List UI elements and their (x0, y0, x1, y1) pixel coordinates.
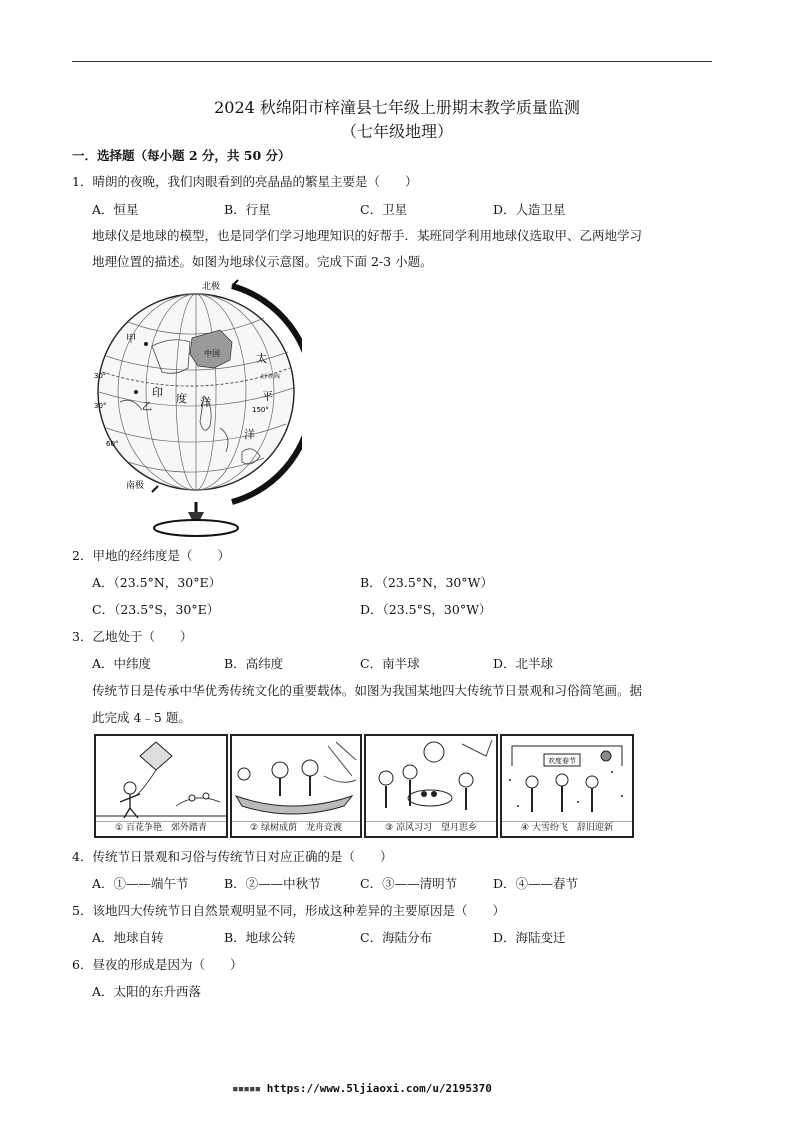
q3-option-d: D．北半球 (493, 656, 554, 671)
q4-option-a: A．①——端午节 (92, 876, 189, 891)
q1-option-d: D．人造卫星 (493, 202, 566, 217)
indian-ocean-label-1: 印 (152, 386, 163, 399)
q1-option-a: A．恒星 (92, 202, 139, 217)
q5-option-a: A．地球自转 (92, 930, 164, 945)
q2-option-d: D．（23.5°S，30°W） (360, 602, 492, 617)
q5-option-b: B．地球公转 (224, 930, 296, 945)
q6-option-a: A．太阳的东升西落 (92, 984, 202, 999)
q3-stem: 3．乙地处于（ ） (72, 629, 193, 644)
point-jia-label: 甲 (126, 334, 136, 345)
pacific-label-2: 平 (262, 390, 273, 403)
lat-label-30n: 30° (94, 372, 107, 380)
q2-option-a: A．（23.5°N，30°E） (92, 575, 222, 590)
festival-caption-4: ④ 大雪纷飞 辞旧迎新 (502, 821, 632, 836)
intro-2-3-line2: 地理位置的描述。如图为地球仪示意图。完成下面 2-3 小题。 (92, 254, 433, 269)
footer-watermark (232, 1082, 492, 1095)
q2-stem: 2．甲地的经纬度是（ ） (72, 548, 230, 563)
intro-4-5-line1: 传统节日是传承中华优秀传统文化的重要载体。如图为我国某地四大传统节日景观和习俗简笔画。据 (92, 683, 643, 698)
festival-panel-2 (230, 734, 362, 838)
north-pole-label: 北极 (202, 282, 221, 292)
section-heading: 一．选择题（每小题 2 分，共 50 分） (72, 148, 291, 163)
dragon-boat-illustration (232, 736, 360, 822)
q4-option-d: D．④——春节 (493, 876, 579, 891)
footer-url[interactable]: https://www.5ljiaoxi.com/u/2195370 (266, 1082, 492, 1095)
q3-option-a: A．中纬度 (92, 656, 152, 671)
q1-option-c: C．卫星 (360, 202, 408, 217)
intro-2-3-line1: 地球仪是地球的模型，也是同学们学习地理知识的好帮手．某班同学利用地球仪选取甲、乙两地学习 (92, 228, 643, 243)
festival-panel-1 (94, 734, 228, 838)
festival-caption-2: ② 绿树成荫 龙舟竞渡 (232, 821, 360, 836)
q5-stem: 5．该地四大传统节日自然景观明显不同，形成这种差异的主要原因是（ ） (72, 903, 505, 918)
q1-option-b: B．行星 (224, 202, 271, 217)
festival-panel-4 (500, 734, 634, 838)
spring-festival-illustration (502, 736, 632, 822)
moon-viewing-illustration (366, 736, 496, 822)
pacific-label-3: 洋 (244, 428, 255, 441)
q2-option-b: B．（23.5°N，30°W） (360, 575, 493, 590)
header-rule (72, 61, 712, 62)
china-label: 中国 (204, 349, 220, 358)
footer-logo-icon: ▪▪▪▪▪ (232, 1082, 261, 1095)
page-title: 2024 秋绵阳市梓潼县七年级上册期末教学质量监测 (214, 98, 580, 117)
q1-stem: 1．晴朗的夜晚，我们肉眼看到的亮晶晶的繁星主要是（ ） (72, 174, 418, 189)
spring-festival-sign: 欢度春节 (548, 757, 576, 765)
q4-stem: 4．传统节日景观和习俗与传统节日对应正确的是（ ） (72, 849, 393, 864)
q6-stem: 6．昼夜的形成是因为（ ） (72, 957, 243, 972)
tropic-label: 北回归线 (260, 374, 281, 380)
q5-option-d: D．海陆变迁 (493, 930, 566, 945)
intro-4-5-line2: 此完成 4﹣5 题。 (92, 710, 191, 725)
indian-ocean-label-2: 度 (176, 392, 187, 405)
q2-option-c: C．（23.5°S，30°E） (92, 602, 220, 617)
q3-option-b: B．高纬度 (224, 656, 284, 671)
lat-label-30s: 30° (94, 402, 107, 410)
south-pole-label: 南极 (126, 481, 145, 491)
globe-figure (92, 276, 302, 538)
point-yi-label: 乙 (142, 402, 152, 413)
festival-panel-3 (364, 734, 498, 838)
pacific-label-1: 太 (256, 352, 267, 365)
lon-label-150: 150° (252, 406, 269, 414)
q4-option-c: C．③——清明节 (360, 876, 458, 891)
lat-label-60s: 60° (106, 440, 119, 448)
festival-caption-1: ① 百花争艳 郊外踏青 (96, 821, 226, 836)
q3-option-c: C．南半球 (360, 656, 420, 671)
q5-option-c: C．海陆分布 (360, 930, 433, 945)
festival-caption-3: ③ 凉风习习 望月思乡 (366, 821, 496, 836)
q4-option-b: B．②——中秋节 (224, 876, 321, 891)
kite-scene-illustration (96, 736, 226, 822)
indian-ocean-label-3: 洋 (200, 396, 211, 409)
page-subtitle: （七年级地理） (340, 122, 453, 141)
